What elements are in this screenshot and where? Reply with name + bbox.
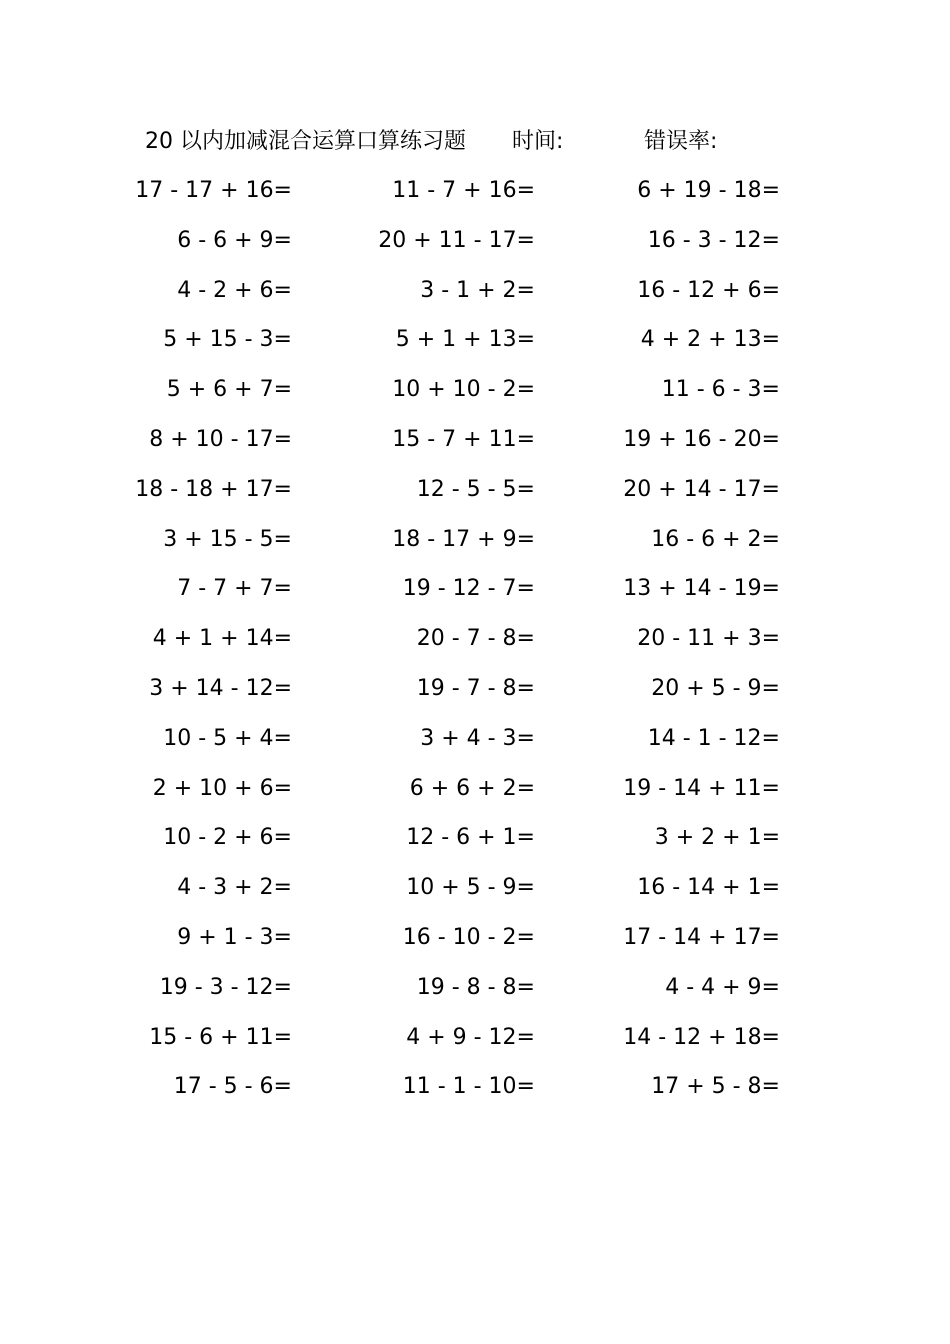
- problem-item: 19 - 12 - 7=: [402, 576, 535, 602]
- problem-item: 20 + 14 - 17=: [623, 476, 780, 502]
- error-rate-label: 错误率:: [644, 129, 718, 154]
- problem-row: [0, 172, 950, 222]
- problem-item: 19 - 7 - 8=: [416, 675, 535, 701]
- problem-grid: [0, 172, 950, 1118]
- problem-item: 19 - 3 - 12=: [159, 974, 292, 1000]
- problem-item: 5 + 6 + 7=: [166, 377, 292, 403]
- problem-item: 17 + 5 - 8=: [651, 1074, 780, 1100]
- problem-item: 16 - 14 + 1=: [637, 875, 780, 901]
- problem-item: 12 - 5 - 5=: [416, 476, 535, 502]
- problem-item: 13 + 14 - 19=: [623, 576, 780, 602]
- problem-item: 20 + 5 - 9=: [651, 675, 780, 701]
- problem-item: 5 + 1 + 13=: [395, 327, 535, 353]
- problem-row: [0, 770, 950, 820]
- problem-item: 6 + 19 - 18=: [637, 178, 780, 203]
- problem-row: [0, 371, 950, 421]
- problem-row: [0, 919, 950, 969]
- problem-item: 10 + 5 - 9=: [406, 875, 535, 901]
- problem-row: [0, 222, 950, 272]
- problem-row: [0, 819, 950, 869]
- problem-item: 20 + 11 - 17=: [378, 227, 535, 253]
- problem-row: [0, 720, 950, 770]
- problem-row: [0, 969, 950, 1019]
- problem-item: 16 - 12 + 6=: [637, 277, 780, 303]
- problem-item: 18 - 17 + 9=: [392, 526, 535, 552]
- problem-item: 15 - 6 + 11=: [149, 1024, 292, 1050]
- problem-item: 17 - 17 + 16=: [135, 178, 292, 203]
- problem-item: 15 - 7 + 11=: [392, 426, 535, 452]
- problem-item: 8 + 10 - 17=: [149, 426, 292, 452]
- problem-item: 20 - 11 + 3=: [637, 626, 780, 652]
- worksheet-title: 20 以内加减混合运算口算练习题: [145, 129, 466, 154]
- problem-item: 16 - 10 - 2=: [402, 924, 535, 950]
- problem-item: 4 + 1 + 14=: [152, 626, 292, 652]
- problem-item: 17 - 14 + 17=: [623, 924, 780, 950]
- problem-item: 17 - 5 - 6=: [173, 1074, 292, 1100]
- problem-item: 20 - 7 - 8=: [416, 626, 535, 652]
- problem-row: [0, 471, 950, 521]
- problem-item: 4 + 9 - 12=: [406, 1024, 535, 1050]
- problem-item: 4 + 2 + 13=: [640, 327, 780, 353]
- problem-item: 18 - 18 + 17=: [135, 476, 292, 502]
- problem-row: [0, 521, 950, 571]
- problem-item: 6 + 6 + 2=: [409, 775, 535, 801]
- problem-item: 4 - 4 + 9=: [665, 974, 780, 1000]
- problem-item: 16 - 3 - 12=: [647, 227, 780, 253]
- problem-item: 10 - 2 + 6=: [163, 825, 292, 851]
- problem-row: [0, 1019, 950, 1069]
- problem-row: [0, 321, 950, 371]
- problem-item: 10 - 5 + 4=: [163, 725, 292, 751]
- problem-item: 10 + 10 - 2=: [392, 377, 535, 403]
- problem-item: 11 - 7 + 16=: [392, 178, 535, 203]
- problem-item: 16 - 6 + 2=: [651, 526, 780, 552]
- problem-item: 3 + 4 - 3=: [420, 725, 535, 751]
- problem-item: 11 - 6 - 3=: [661, 377, 780, 403]
- problem-item: 3 + 14 - 12=: [149, 675, 292, 701]
- problem-item: 6 - 6 + 9=: [177, 227, 292, 253]
- problem-item: 19 + 16 - 20=: [623, 426, 780, 452]
- problem-item: 3 - 1 + 2=: [420, 277, 535, 303]
- problem-row: [0, 272, 950, 322]
- problem-item: 12 - 6 + 1=: [406, 825, 535, 851]
- problem-row: [0, 421, 950, 471]
- problem-item: 3 + 2 + 1=: [654, 825, 780, 851]
- problem-item: 19 - 8 - 8=: [416, 974, 535, 1000]
- problem-item: 11 - 1 - 10=: [402, 1074, 535, 1100]
- problem-item: 2 + 10 + 6=: [152, 775, 292, 801]
- problem-row: [0, 670, 950, 720]
- problem-item: 7 - 7 + 7=: [177, 576, 292, 602]
- time-label: 时间:: [512, 129, 564, 154]
- problem-item: 9 + 1 - 3=: [177, 924, 292, 950]
- problem-item: 5 + 15 - 3=: [163, 327, 292, 353]
- problem-row: [0, 570, 950, 620]
- problem-item: 19 - 14 + 11=: [623, 775, 780, 801]
- worksheet-header: [0, 124, 950, 160]
- problem-item: 14 - 1 - 12=: [647, 725, 780, 751]
- problem-item: 4 - 3 + 2=: [177, 875, 292, 901]
- problem-row: [0, 620, 950, 670]
- problem-item: 14 - 12 + 18=: [623, 1024, 780, 1050]
- problem-row: [0, 1068, 950, 1118]
- problem-item: 3 + 15 - 5=: [163, 526, 292, 552]
- problem-row: [0, 869, 950, 919]
- problem-item: 4 - 2 + 6=: [177, 277, 292, 303]
